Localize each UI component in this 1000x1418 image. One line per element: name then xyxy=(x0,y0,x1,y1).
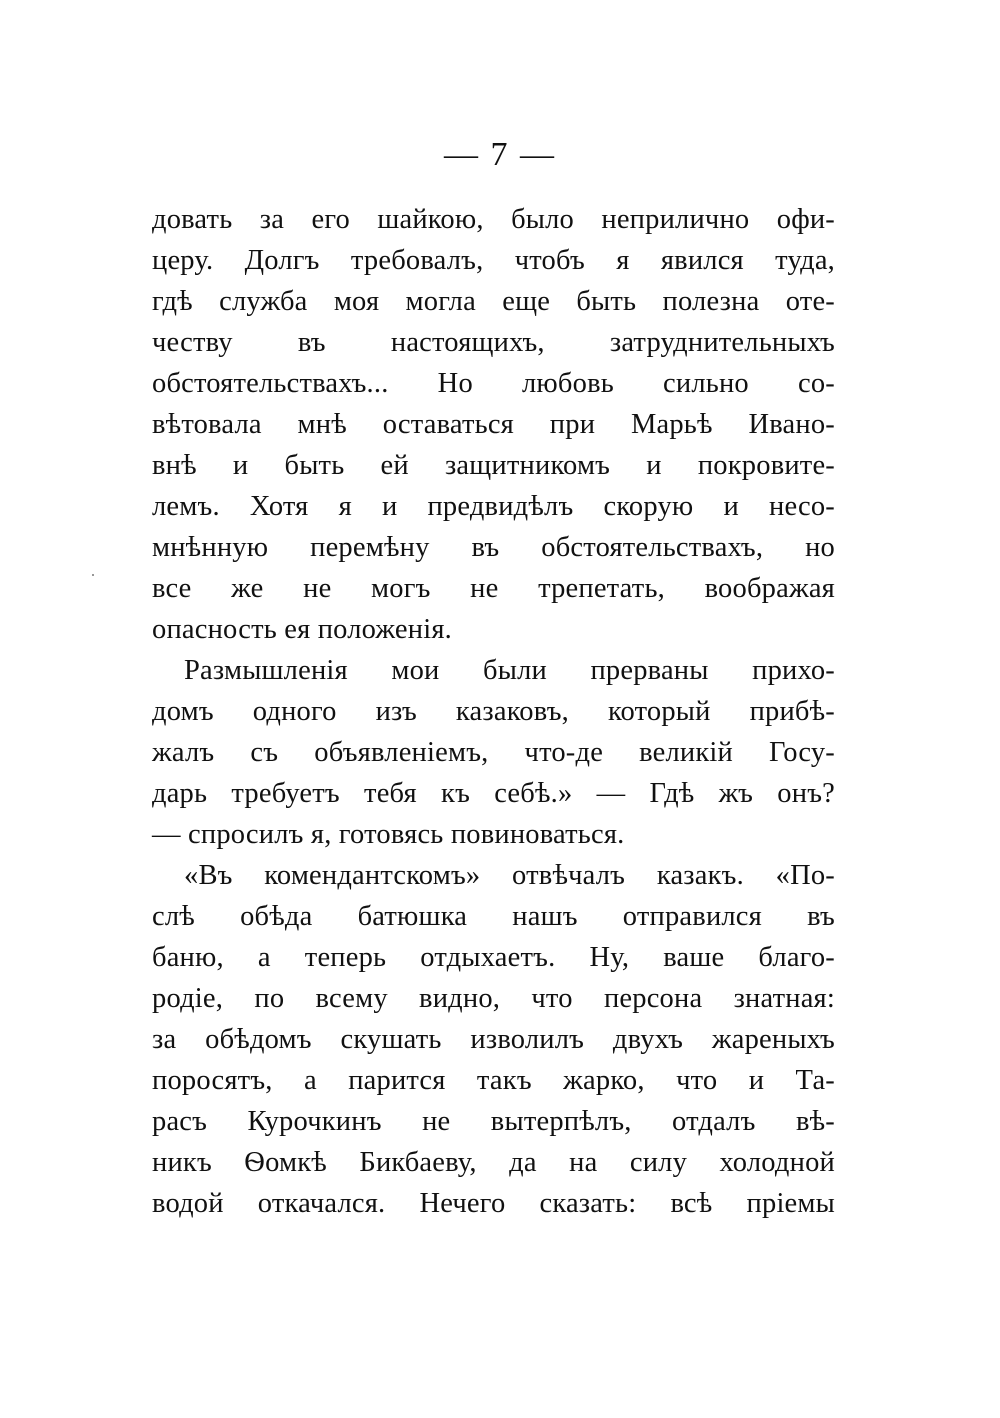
text-line: за обѣдомъ скушать изволилъ двухъ жареныхъ xyxy=(152,1024,835,1055)
paragraph-start-line: Размышленія мои были прерваны прихо- xyxy=(184,655,835,686)
text-line: лемъ. Хотя я и предвидѣлъ скорую и несо- xyxy=(152,491,835,522)
text-line: никъ Ѳомкѣ Бикбаеву, да на силу холодной xyxy=(152,1147,835,1178)
text-line: гдѣ служба моя могла еще быть полезна оте- xyxy=(152,286,835,317)
text-line: честву въ настоящихъ, затруднительныхъ xyxy=(152,327,835,358)
text-line: домъ одного изъ казаковъ, который прибѣ- xyxy=(152,696,835,727)
paragraph-start-line: «Въ комендантскомъ» отвѣчалъ казакъ. «По- xyxy=(184,860,835,891)
paragraph-end-line: опасность ея положенія. xyxy=(152,614,452,645)
text-line: мнѣнную перемѣну въ обстоятельствахъ, но xyxy=(152,532,835,563)
body-text xyxy=(152,199,835,1224)
text-line: внѣ и быть ей защитникомъ и покровите- xyxy=(152,450,835,481)
text-line: обстоятельствахъ... Но любовь сильно со- xyxy=(152,368,835,399)
text-line: жалъ съ объявленіемъ, что-де великій Госу- xyxy=(152,737,835,768)
text-line: расъ Курочкинъ не вытерпѣлъ, отдалъ вѣ- xyxy=(152,1106,835,1137)
text-line: слѣ обѣда батюшка нашъ отправился въ xyxy=(152,901,835,932)
print-speck xyxy=(92,574,94,576)
text-line: все же не могъ не трепетать, воображая xyxy=(152,573,835,604)
text-line: вѣтовала мнѣ оставаться при Марьѣ Ивано- xyxy=(152,409,835,440)
text-line: баню, а теперь отдыхаетъ. Ну, ваше благо- xyxy=(152,942,835,973)
paragraph-end-line: — спросилъ я, готовясь повиноваться. xyxy=(152,819,625,850)
page-number: — 7 — xyxy=(444,136,556,173)
text-line: поросятъ, а парится такъ жарко, что и Та- xyxy=(152,1065,835,1096)
text-line: родіе, по всему видно, что персона знатная: xyxy=(152,983,835,1014)
text-line: дарь требуетъ тебя къ себѣ.» — Гдѣ жъ онъ? xyxy=(152,778,835,809)
text-line: довать за его шайкою, было неприлично офи- xyxy=(152,204,835,235)
text-line: церу. Долгъ требовалъ, чтобъ я явился туда, xyxy=(152,245,835,276)
text-line: водой откачался. Нечего сказать: всѣ пріемы xyxy=(152,1188,835,1219)
